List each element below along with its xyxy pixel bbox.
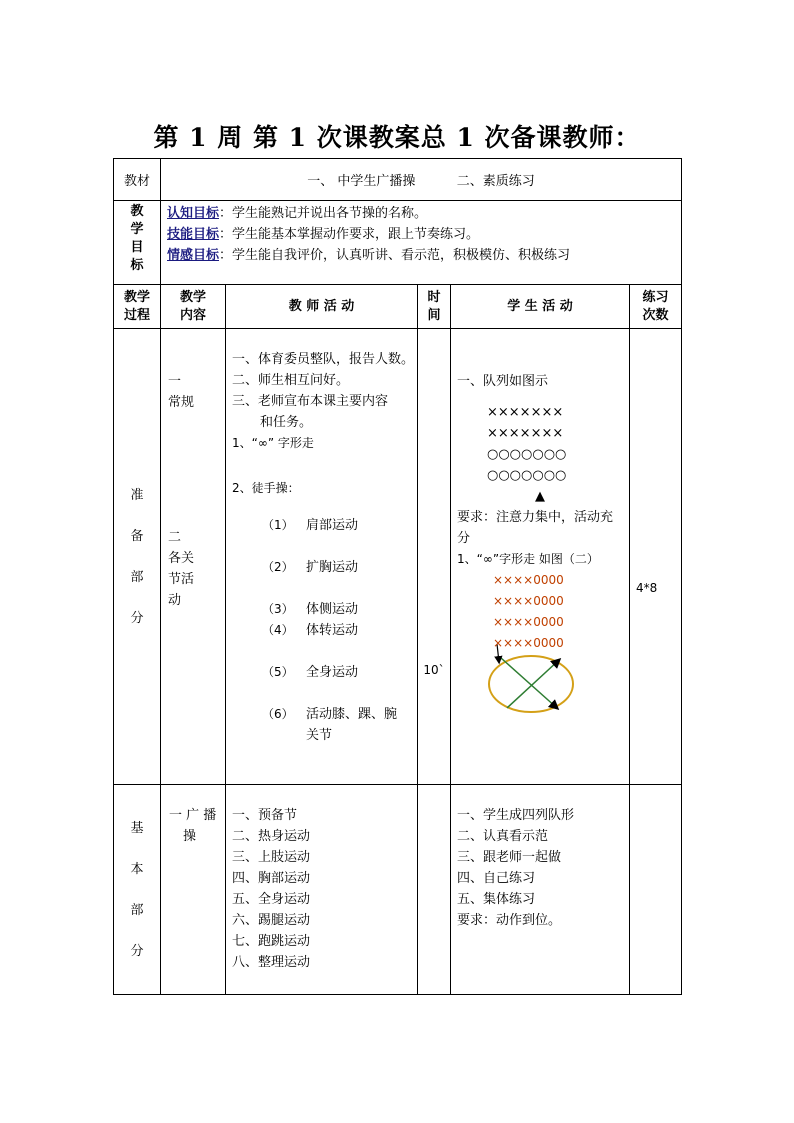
basic-teacher-line: 七、跑跳运动 xyxy=(232,934,311,949)
prep-teacher-line: 一、体育委员整队，报告人数。 xyxy=(232,352,415,367)
goal-cognitive xyxy=(167,203,675,224)
basic-teacher-line: 三、上肢运动 xyxy=(232,850,311,865)
basic-student-line: 五、集体练习 xyxy=(457,892,536,907)
exercise-item xyxy=(262,557,417,599)
prep-content-line: 一 xyxy=(168,374,182,389)
exercise-name: 活动膝、踝、腕 xyxy=(306,707,398,722)
header-teacher-text: 教 师 活 动 xyxy=(288,298,355,314)
goals-label-char: 教 xyxy=(130,204,144,219)
goals-label-char: 标 xyxy=(130,258,144,273)
goal-affective-label: 情感目标 xyxy=(167,248,220,263)
header-time xyxy=(418,285,451,329)
formation-diagram xyxy=(457,402,629,507)
formation-row: ○○○○○○○ xyxy=(487,447,567,462)
goals-label-char: 目 xyxy=(130,240,144,255)
material-label: 教材 xyxy=(123,174,150,189)
material-content-cell xyxy=(161,159,682,201)
figure2-row: ××××0000 xyxy=(493,636,564,650)
basic-teacher-line: 二、热身运动 xyxy=(232,829,311,844)
prep-content-line: 常规 xyxy=(168,395,195,410)
prep-reps: 4*8 xyxy=(636,581,658,595)
basic-process-char: 分 xyxy=(130,943,144,959)
prep-teacher-line: 和任务。 xyxy=(260,415,313,430)
basic-student-cell xyxy=(451,785,630,995)
basic-student-line: 三、跟老师一起做 xyxy=(457,850,562,865)
exercise-name: 体转运动 xyxy=(306,623,359,638)
prep-process-char: 部 xyxy=(130,569,144,585)
figure2-row: ××××0000 xyxy=(493,594,564,608)
prep-process-char: 准 xyxy=(130,487,144,503)
prep-content-line: 动 xyxy=(168,593,182,608)
basic-row xyxy=(114,785,682,995)
header-teacher xyxy=(226,285,418,329)
exercise-item xyxy=(262,704,417,725)
prep-teacher-cell xyxy=(226,329,418,785)
figure2-row: ××××0000 xyxy=(493,573,564,587)
goal-skill-text: ：学生能基本掌握动作要求，跟上节奏练习。 xyxy=(219,227,480,242)
goals-content-cell xyxy=(161,201,682,285)
basic-content-line: 一 广 播 xyxy=(169,808,217,823)
basic-student-line: 二、认真看示范 xyxy=(457,829,549,844)
exercise-name: 扩胸运动 xyxy=(306,560,359,575)
basic-time-cell xyxy=(418,785,451,995)
page-title: 第 1 周 第 1 次课教案总 1 次备课教师： xyxy=(153,123,641,152)
header-time-line: 间 xyxy=(427,307,441,323)
prep-process-cell xyxy=(114,329,161,785)
header-row xyxy=(114,285,682,329)
prep-content-line: 节活 xyxy=(168,572,195,587)
header-process-line: 教学 xyxy=(123,289,150,305)
prep-teacher-item: 1、“∞” 字形走 xyxy=(232,436,314,450)
prep-student-req: 要求：注意力集中，活动充 xyxy=(457,510,614,525)
prep-process-char: 分 xyxy=(130,610,144,626)
prep-teacher-line: 二、师生相互问好。 xyxy=(232,373,350,388)
teacher-marker: ▲ xyxy=(535,489,545,504)
figure-eight-path-line xyxy=(507,660,559,708)
header-reps-line: 次数 xyxy=(642,307,669,323)
prep-student-cell xyxy=(451,329,630,785)
prep-row xyxy=(114,329,682,785)
basic-student-line: 四、自己练习 xyxy=(457,871,536,886)
exercise-name: 全身运动 xyxy=(306,665,359,680)
header-student xyxy=(451,285,630,329)
basic-student-line: 要求：动作到位。 xyxy=(457,913,562,928)
figure-eight-path-line xyxy=(501,658,557,708)
prep-content-line: 各关 xyxy=(168,551,195,566)
goals-row xyxy=(114,201,682,285)
basic-teacher-line: 六、踢腿运动 xyxy=(232,913,311,928)
goal-affective xyxy=(167,245,675,266)
header-content xyxy=(161,285,226,329)
prep-teacher-line: 三、老师宣布本课主要内容 xyxy=(232,394,389,409)
figure2-row: ××××0000 xyxy=(493,615,564,629)
prep-content-cell xyxy=(161,329,226,785)
header-time-line: 时 xyxy=(427,289,441,305)
exercise-item xyxy=(262,515,417,557)
prep-student-req: 分 xyxy=(457,531,471,546)
basic-teacher-line: 一、预备节 xyxy=(232,808,298,823)
formation-row: ××××××× xyxy=(487,426,564,441)
basic-teacher-line: 五、全身运动 xyxy=(232,892,311,907)
prep-content-line: 二 xyxy=(168,530,182,545)
basic-teacher-line: 四、胸部运动 xyxy=(232,871,311,886)
basic-reps-cell xyxy=(630,785,682,995)
header-process xyxy=(114,285,161,329)
material-row xyxy=(114,159,682,201)
exercise-num: （1） xyxy=(262,518,294,532)
material-content: 一、 中学生广播操 二、素质练习 xyxy=(307,174,535,189)
header-student-text: 学 生 活 动 xyxy=(507,298,573,314)
exercise-num: （2） xyxy=(262,560,294,574)
header-content-line: 内容 xyxy=(179,307,206,323)
goal-skill-label: 技能目标 xyxy=(167,227,220,242)
exercise-item xyxy=(262,620,417,662)
goal-cognitive-label: 认知目标 xyxy=(167,206,220,221)
prep-time-cell xyxy=(418,329,451,785)
exercise-item xyxy=(262,662,417,704)
basic-teacher-cell xyxy=(226,785,418,995)
basic-content-line: 操 xyxy=(183,829,197,844)
prep-student-line: 一、队列如图示 xyxy=(457,374,549,389)
formation-row: ○○○○○○○ xyxy=(487,468,567,483)
prep-reps-cell xyxy=(630,329,682,785)
figure2-caption: 1、“∞”字形走 如图（二） xyxy=(457,552,599,566)
basic-student-line: 一、学生成四列队形 xyxy=(457,808,575,823)
basic-process-char: 基 xyxy=(130,820,144,836)
prep-time: 10` xyxy=(423,663,445,677)
formation-row: ××××××× xyxy=(487,405,564,420)
header-reps xyxy=(630,285,682,329)
lesson-plan-table xyxy=(113,158,682,995)
basic-teacher-line: 八、整理运动 xyxy=(232,955,311,970)
material-label-cell xyxy=(114,159,161,201)
figure2-formation xyxy=(457,570,629,654)
goals-label-char: 学 xyxy=(130,222,144,237)
exercise-num: （6） xyxy=(262,707,294,721)
header-content-line: 教学 xyxy=(179,289,206,305)
exercise-name: 肩部运动 xyxy=(306,518,359,533)
exercise-item xyxy=(262,599,417,620)
header-process-line: 过程 xyxy=(123,307,150,323)
basic-process-cell xyxy=(114,785,161,995)
prep-teacher-item: 2、徒手操： xyxy=(232,481,300,495)
exercise-name-cont: 关节 xyxy=(306,728,333,743)
goals-label-cell xyxy=(114,201,161,285)
basic-process-char: 本 xyxy=(130,861,144,877)
exercise-name: 体侧运动 xyxy=(306,602,359,617)
header-reps-line: 练习 xyxy=(642,289,669,305)
exercise-num: （4） xyxy=(262,623,294,637)
exercise-num: （3） xyxy=(262,602,294,616)
prep-process-char: 备 xyxy=(130,528,144,544)
basic-process-char: 部 xyxy=(130,902,144,918)
basic-content-cell xyxy=(161,785,226,995)
goal-affective-text: ：学生能自我评价，认真听讲、看示范，积极模仿、积极练习 xyxy=(219,248,571,263)
goal-cognitive-text: ：学生能熟记并说出各节操的名称。 xyxy=(219,206,428,221)
goal-skill xyxy=(167,224,675,245)
exercise-num: （5） xyxy=(262,665,294,679)
